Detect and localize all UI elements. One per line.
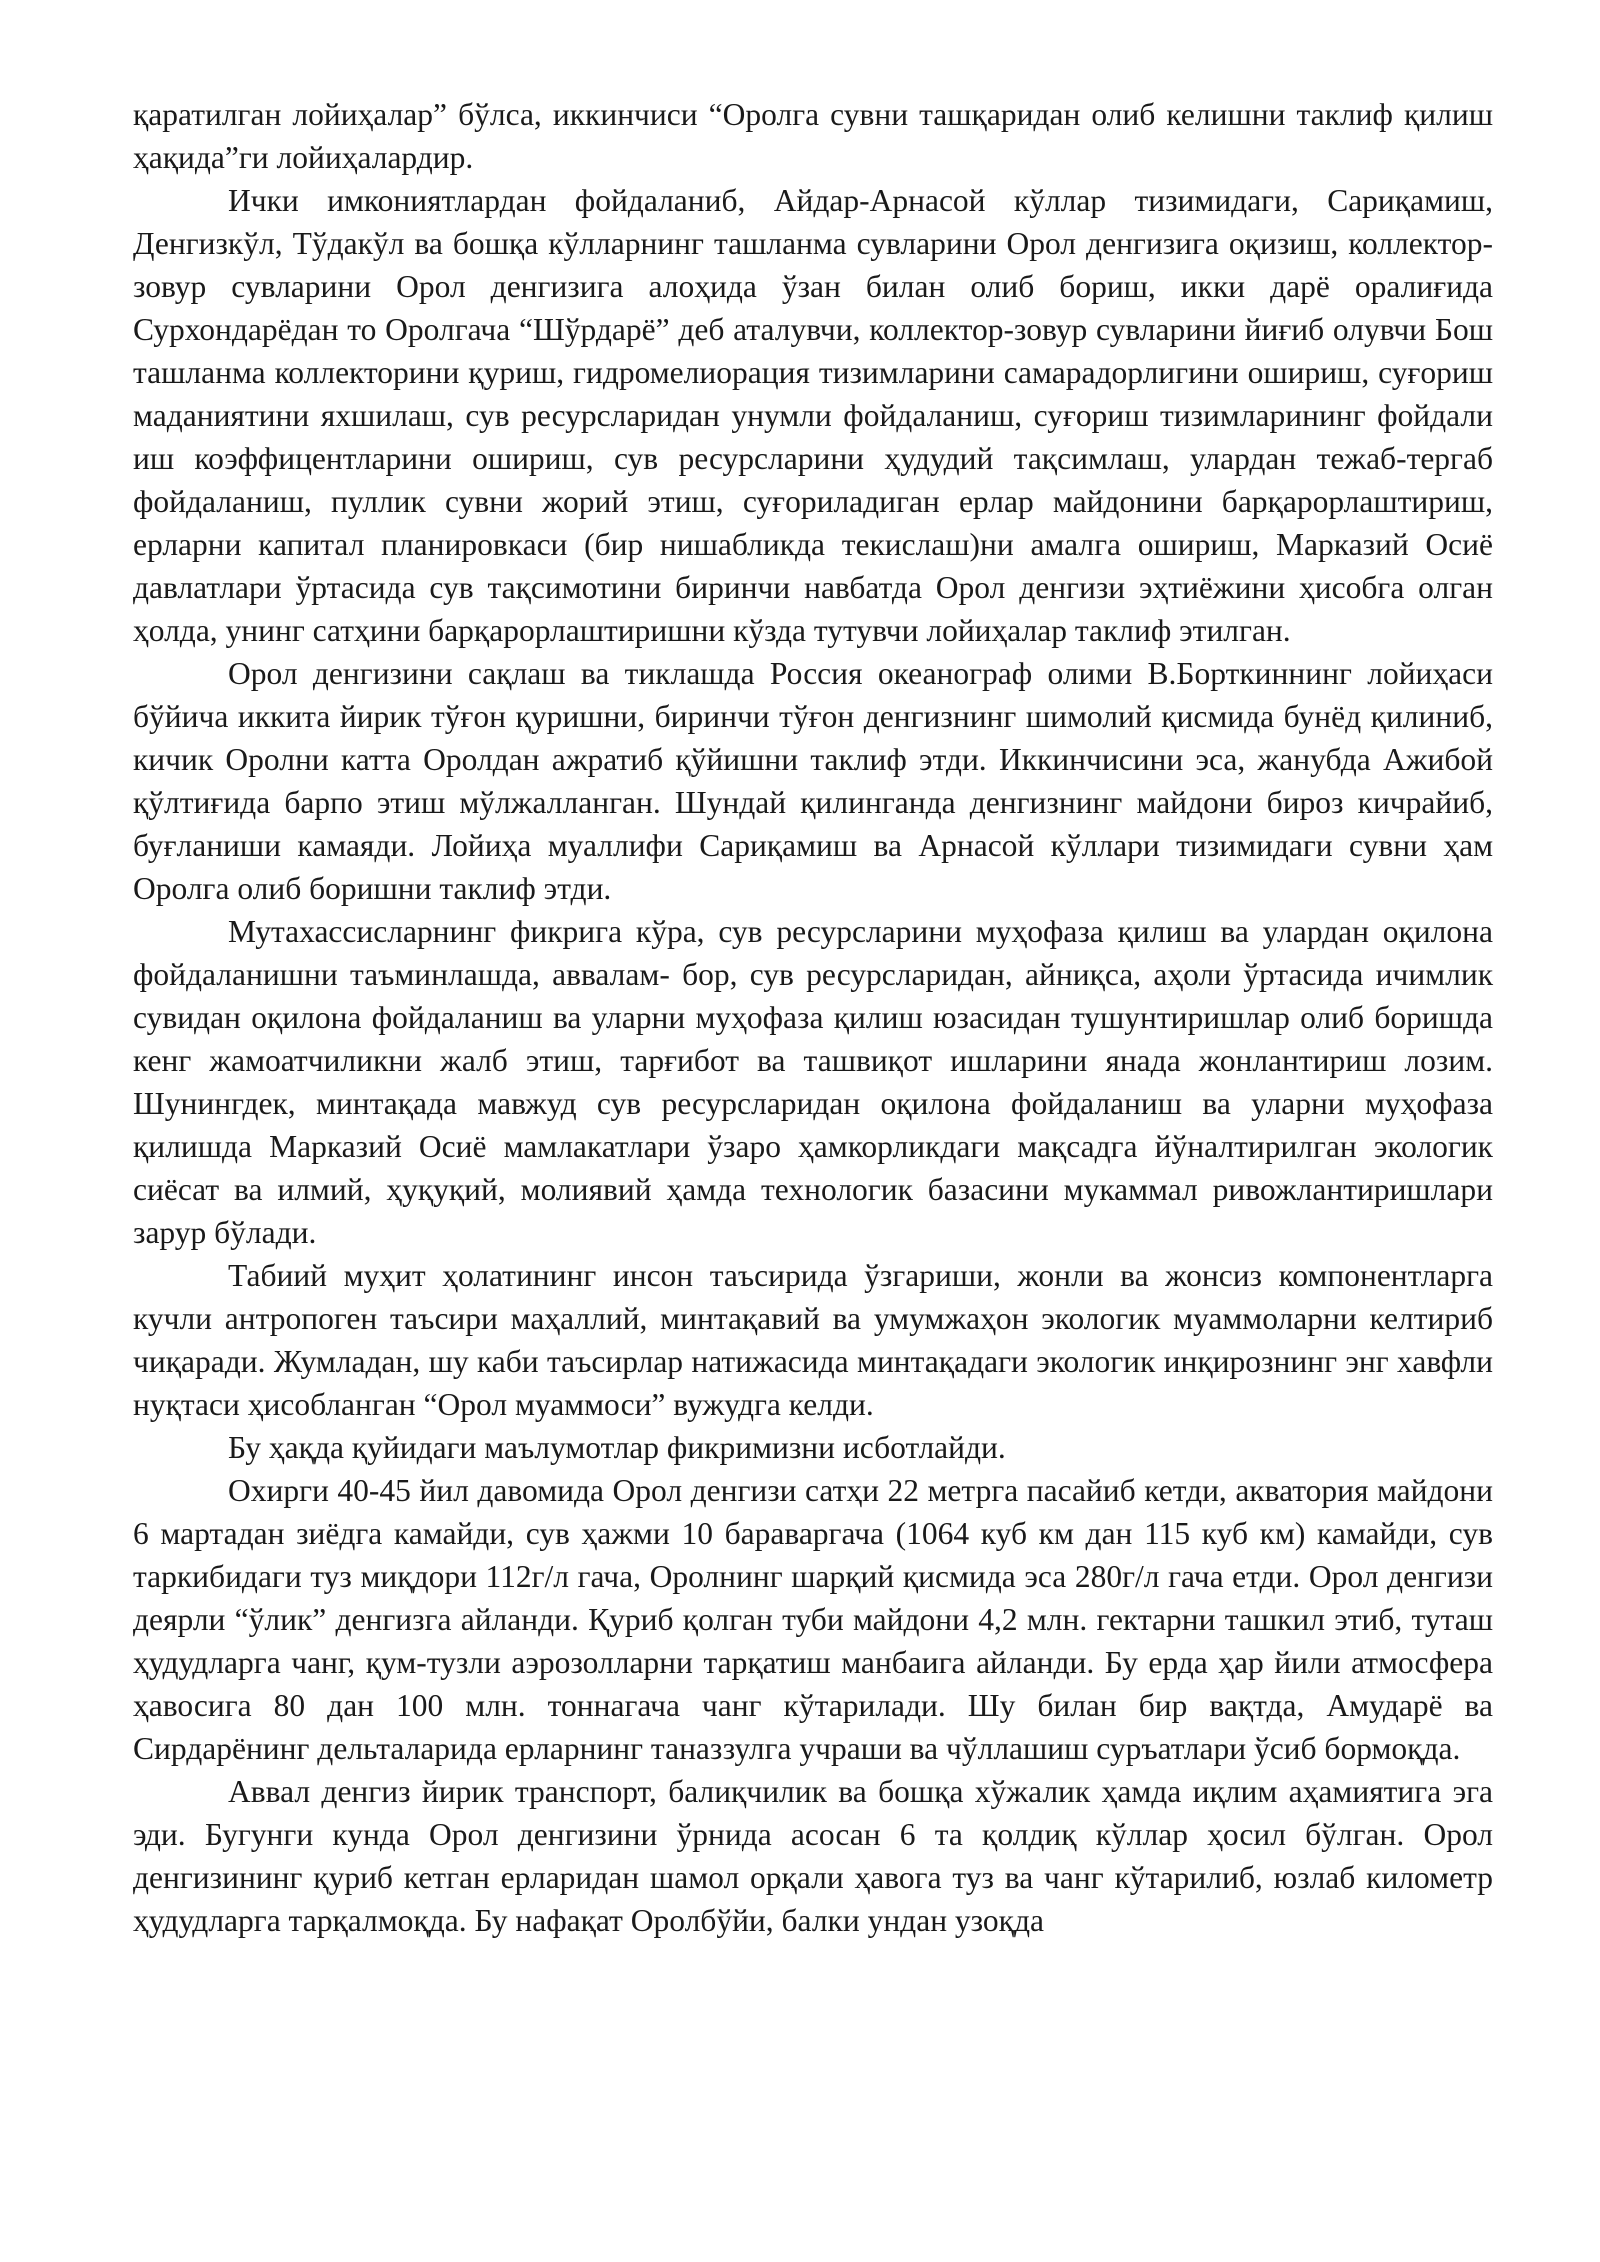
paragraph-environment-change: Табиий муҳит ҳолатининг инсон таъсирида ўзгариши, жонли ва жонсиз компонентларга кучли антропоген таъсири маҳаллий, минтақавий ва умумжаҳон экологик муаммоларни келтириб чиқаради. Жумладан, шу каби таъсирлар натижасида минтақадаги экологик инқирознинг энг хавфли нуқтаси ҳисобланган “Орол муаммоси” вужудга келди.: [133, 1258, 1493, 1422]
paragraph-bortkin-project: Орол денгизини сақлаш ва тиклашда Россия океанограф олими В.Борткиннинг лойиҳаси бўйича иккита йирик тўғон қуришни, биринчи тўғон денгизнинг шимолий қисмида бунёд қилиниб, кичик Оролни катта Оролдан ажратиб қўйишни таклиф этди. Иккинчисини эса, жанубда Ажибой қўлтиғида барпо этиш мўлжалланган. Шундай қилинганда денгизнинг майдони бироз кичрайиб, буғланиши камаяди. Лойиҳа муаллифи Сариқамиш ва Арнасой кўллари тизимидаги сувни ҳам Оролга олиб боришни таклиф этди.: [133, 656, 1493, 906]
paragraph-aral-statistics: Охирги 40-45 йил давомида Орол денгизи сатҳи 22 метрга пасайиб кетди, акватория майдони 6 мартадан зиёдга камайди, сув ҳажми 10 бараваргача (1064 куб км дан 115 куб км) камайди, сув таркибидаги туз миқдори 112г/л гача, Оролнинг шарқий қисмида эса 280г/л гача етди. Орол денгизи деярли “ўлик” денгизга айланди. Қуриб қолган туби майдони 4,2 млн. гектарни ташкил этиб, туташ ҳудудларга чанг, қум-тузли аэрозолларни тарқатиш манбаига айланди. Бу ерда ҳар йили атмосфера ҳавосига 80 дан 100 млн. тоннагача чанг кўтарилади. Шу билан бир вақтда, Амударё ва Сирдарёнинг дельталарида ерларнинг таназзулга учраши ва чўллашиш суръатлари ўсиб бормоқда.: [133, 1473, 1493, 1766]
paragraph-continuation: қаратилган лойиҳалар” бўлса, иккинчиси “Оролга сувни ташқаридан олиб келишни таклиф қилиш ҳақида”ги лойиҳалардир.: [133, 97, 1493, 175]
paragraph-aral-past-present: Аввал денгиз йирик транспорт, балиқчилик ва бошқа хўжалик ҳамда иқлим аҳамиятига эга эди. Бугунги кунда Орол денгизини ўрнида асосан 6 та қолдиқ кўллар ҳосил бўлган. Орол денгизининг қуриб кетган ерларидан шамол орқали ҳавога туз ва чанг кўтарилиб, юзлаб километр ҳудудларга тарқалмоқда. Бу нафақат Оролбўйи, балки ундан узоқда: [133, 1774, 1493, 1938]
paragraph-experts-opinion: Мутахассисларнинг фикрига кўра, сув ресурсларини муҳофаза қилиш ва улардан оқилона фойдаланишни таъминлашда, аввалам- бор, сув ресурсларидан, айниқса, аҳоли ўртасида ичимлик сувидан оқилона фойдаланиш ва уларни муҳофаза қилиш юзасидан тушунтиришлар олиб боришда кенг жамоатчиликни жалб этиш, тарғибот ва ташвиқот ишларини янада жонлантириш лозим. Шунингдек, минтақада мавжуд сув ресурсларидан оқилона фойдаланиш ва уларни муҳофаза қилишда Марказий Осиё мамлакатлари ўзаро ҳамкорликдаги мақсадга йўналтирилган экологик сиёсат ва илмий, ҳуқуқий, молиявий ҳамда технологик базасини мукаммал ривожлантиришлари зарур бўлади.: [133, 914, 1493, 1250]
document-page: [133, 93, 1493, 1942]
paragraph-evidence-intro: Бу ҳақда қуйидаги маълумотлар фикримизни исботлайди.: [228, 1430, 1006, 1465]
paragraph-internal-opportunities: Ички имкониятлардан фойдаланиб, Айдар-Арнасой кўллар тизимидаги, Сариқамиш, Денгизкўл, Тўдакўл ва бошқа кўлларнинг ташланма сувларини Орол денгизига оқизиш, коллектор-зовур сувларини Орол денгизига алоҳида ўзан билан олиб бориш, икки дарё оралиғида Сурхондарёдан то Оролгача “Шўрдарё” деб аталувчи, коллектор-зовур сувларини йиғиб олувчи Бош ташланма коллекторини қуриш, гидромелиорация тизимларини самарадорлигини ошириш, суғориш маданиятини яхшилаш, сув ресурсларидан унумли фойдаланиш, суғориш тизимларининг фойдали иш коэффицентларини ошириш, сув ресурсларини ҳудудий тақсимлаш, улардан тежаб-тергаб фойдаланиш, пуллик сувни жорий этиш, суғориладиган ерлар майдонини барқарорлаштириш, ерларни капитал планировкаси (бир нишабликда текислаш)ни амалга ошириш, Марказий Осиё давлатлари ўртасида сув тақсимотини биринчи навбатда Орол денгизи эҳтиёжини ҳисобга олган ҳолда, унинг сатҳини барқарорлаштиришни кўзда тутувчи лойиҳалар таклиф этилган.: [133, 183, 1493, 648]
